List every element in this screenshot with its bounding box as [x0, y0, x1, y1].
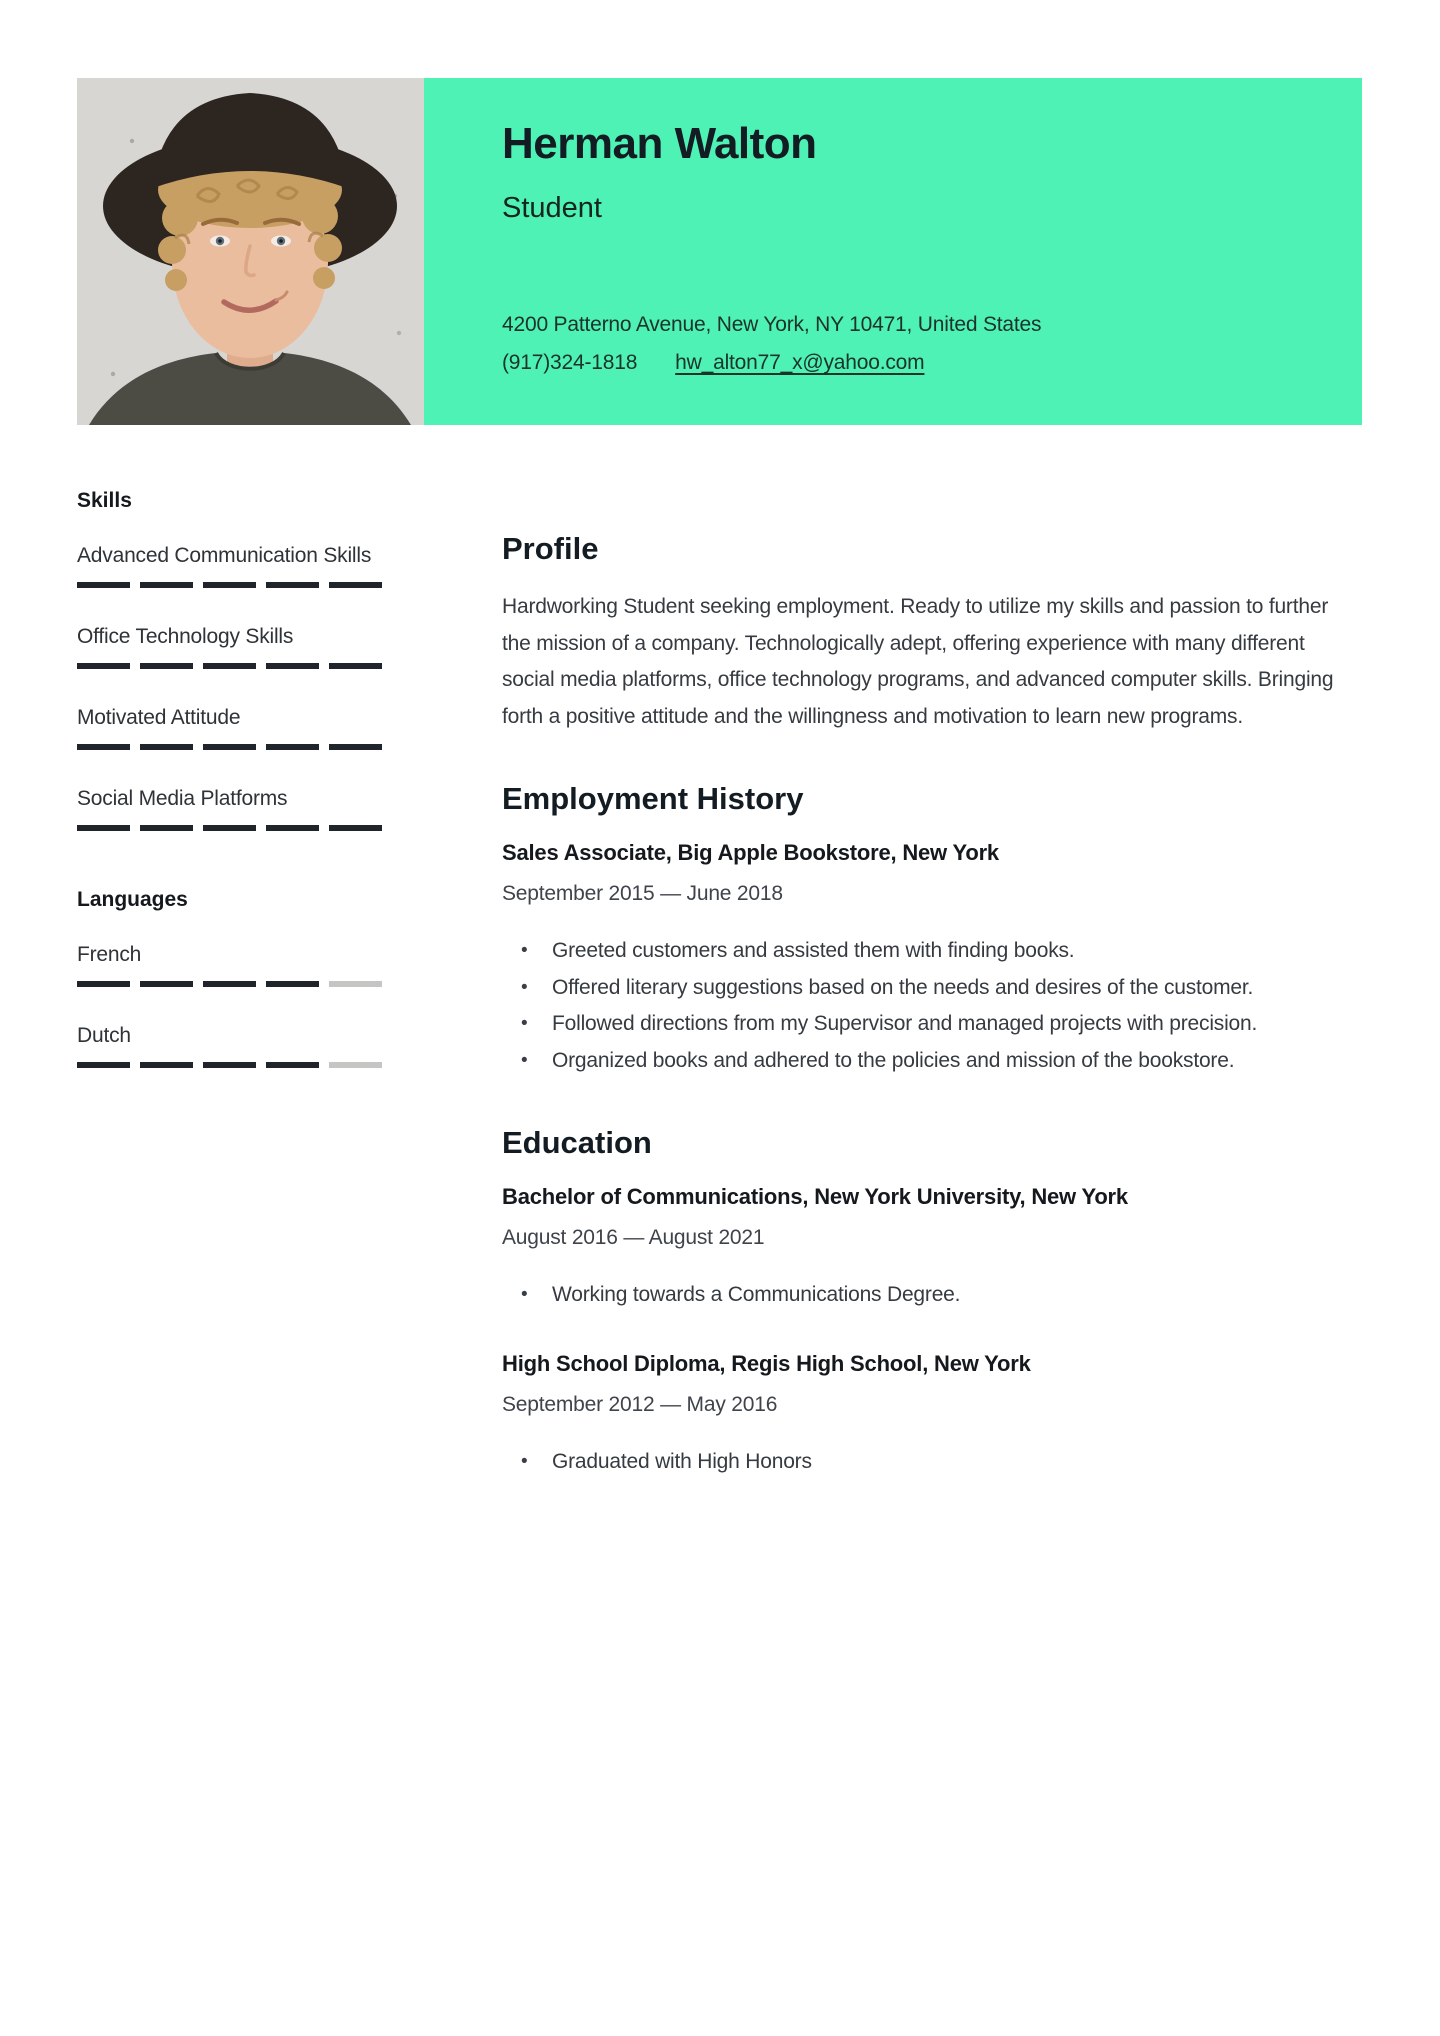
education-entry	[502, 1350, 1362, 1481]
name-heading: Herman Walton	[502, 119, 817, 168]
bar-segment-filled	[329, 825, 382, 831]
language-label: Dutch	[77, 1024, 131, 1047]
bar-segment-filled	[77, 582, 130, 588]
profile-photo	[77, 78, 424, 425]
bullet-item: • Graduated with High Honors	[552, 1444, 1362, 1481]
language-level-bar	[77, 1062, 382, 1068]
bar-segment-filled	[266, 744, 319, 750]
bar-segment-filled	[140, 582, 193, 588]
language-level-bar	[77, 981, 382, 987]
bar-segment-empty	[329, 981, 382, 987]
bar-segment-filled	[77, 744, 130, 750]
skills-heading: Skills	[77, 489, 132, 512]
employment-heading: Employment History	[502, 781, 804, 816]
content-columns	[77, 425, 1362, 1480]
languages-section	[77, 887, 382, 1068]
languages-heading: Languages	[77, 888, 188, 911]
bar-segment-filled	[77, 663, 130, 669]
profile-section	[502, 529, 1362, 735]
entry-bullet-list	[502, 1277, 1362, 1314]
bar-segment-filled	[203, 663, 256, 669]
skill-item	[77, 781, 382, 831]
bullet-item: • Followed directions from my Supervisor and managed projects with precision.	[552, 1006, 1362, 1043]
bullet-item: • Greeted customers and assisted them with finding books.	[552, 933, 1362, 970]
skill-level-bar	[77, 825, 382, 831]
bullet-item: • Working towards a Communications Degree.	[552, 1277, 1362, 1314]
skill-level-bar	[77, 744, 382, 750]
skill-label: Office Technology Skills	[77, 625, 294, 648]
education-heading: Education	[502, 1125, 652, 1160]
education-section	[502, 1123, 1362, 1480]
bar-segment-filled	[203, 744, 256, 750]
bar-segment-filled	[203, 582, 256, 588]
bar-segment-filled	[329, 582, 382, 588]
skill-level-bar	[77, 582, 382, 588]
bar-segment-filled	[77, 825, 130, 831]
skill-item	[77, 700, 382, 750]
skill-label: Advanced Communication Skills	[77, 544, 372, 567]
bar-segment-filled	[329, 663, 382, 669]
bar-segment-filled	[77, 981, 130, 987]
bar-segment-filled	[140, 825, 193, 831]
bar-segment-filled	[266, 582, 319, 588]
bar-segment-filled	[140, 981, 193, 987]
email-link[interactable]: hw_alton77_x@yahoo.com	[675, 351, 925, 374]
resume-header	[77, 78, 1362, 425]
contact-row	[502, 344, 1332, 382]
employment-entry	[502, 839, 1362, 1079]
phone-number: (917)324-1818	[502, 351, 638, 374]
contact-block	[502, 306, 1332, 382]
bar-segment-filled	[266, 1062, 319, 1068]
skill-item	[77, 619, 382, 669]
language-item	[77, 937, 382, 987]
bar-segment-filled	[203, 981, 256, 987]
language-label: French	[77, 943, 142, 966]
bar-segment-empty	[329, 1062, 382, 1068]
portrait-illustration	[77, 78, 424, 425]
sidebar	[77, 425, 382, 1480]
entry-dates: August 2016 — August 2021	[502, 1226, 765, 1249]
main-column	[502, 425, 1362, 1480]
job-title: Student	[502, 192, 602, 224]
skill-item	[77, 538, 382, 588]
bar-segment-filled	[266, 825, 319, 831]
bullet-item: • Organized books and adhered to the policies and mission of the bookstore.	[552, 1043, 1362, 1080]
bullet-item: • Offered literary suggestions based on the needs and desires of the customer.	[552, 970, 1362, 1007]
bar-segment-filled	[140, 1062, 193, 1068]
skill-label: Motivated Attitude	[77, 706, 241, 729]
bar-segment-filled	[140, 744, 193, 750]
entry-title: High School Diploma, Regis High School, New York	[502, 1350, 1031, 1376]
entry-title: Sales Associate, Big Apple Bookstore, New York	[502, 840, 999, 865]
skill-label: Social Media Platforms	[77, 787, 288, 810]
bar-segment-filled	[77, 1062, 130, 1068]
employment-section	[502, 779, 1362, 1079]
address-line: 4200 Patterno Avenue, New York, NY 10471, United States	[502, 313, 1042, 336]
bar-segment-filled	[203, 825, 256, 831]
bar-segment-filled	[329, 744, 382, 750]
language-item	[77, 1018, 382, 1068]
header-band	[424, 78, 1362, 425]
bar-segment-filled	[203, 1062, 256, 1068]
profile-heading: Profile	[502, 531, 599, 566]
profile-text: Hardworking Student seeking employment. Ready to utilize my skills and passion to further the mission of a company. Technologically adept, offering experience with many different social media platforms, office technology programs, and advanced computer skills. Bringing forth a positive attitude and the willingness and motivation to learn new programs.	[502, 595, 1334, 728]
skills-section	[77, 488, 382, 831]
bar-segment-filled	[266, 663, 319, 669]
entry-title: Bachelor of Communications, New York University, New York	[502, 1184, 1128, 1209]
education-entry	[502, 1183, 1362, 1314]
entry-dates: September 2015 — June 2018	[502, 882, 783, 905]
entry-dates: September 2012 — May 2016	[502, 1392, 778, 1416]
entry-bullet-list	[502, 1444, 1362, 1481]
bar-segment-filled	[140, 663, 193, 669]
bar-segment-filled	[266, 981, 319, 987]
skill-level-bar	[77, 663, 382, 669]
entry-bullet-list	[502, 933, 1362, 1079]
